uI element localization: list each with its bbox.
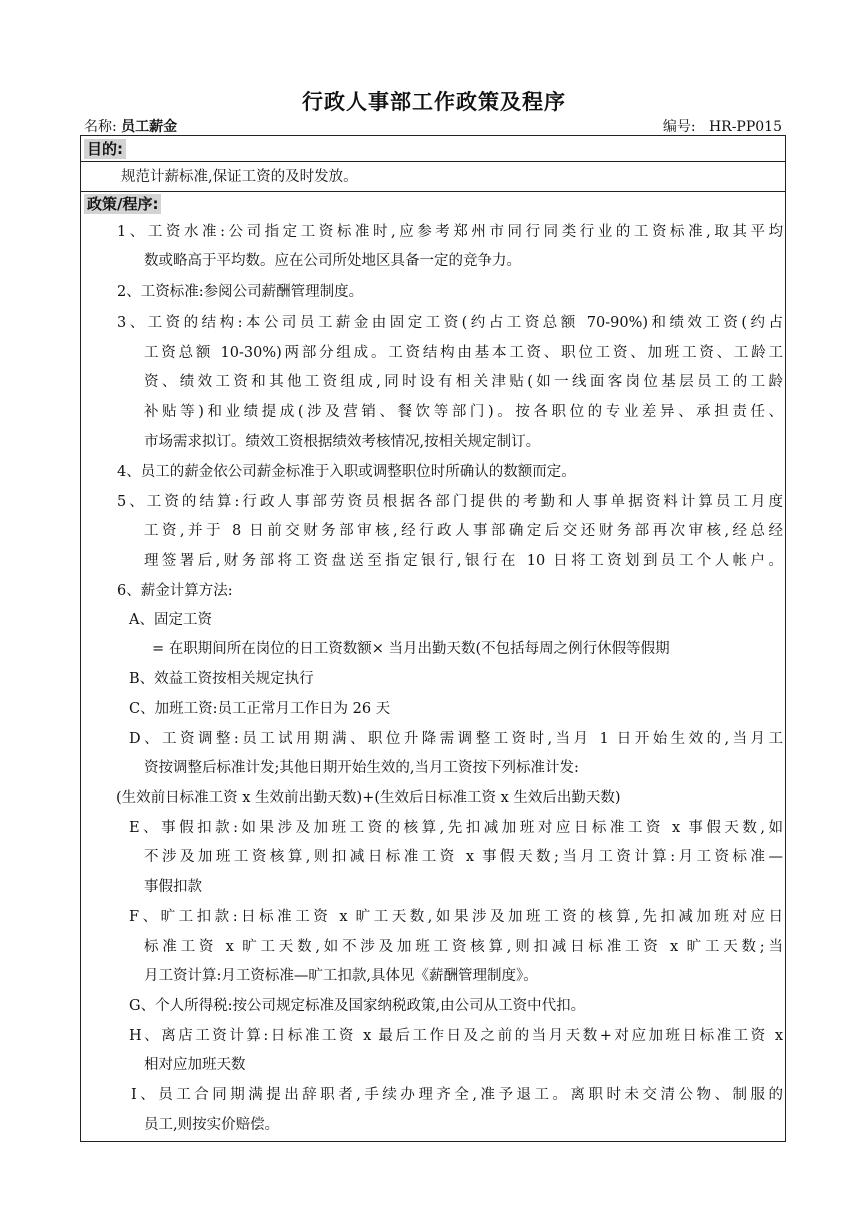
policy-table (80, 135, 786, 1142)
name-value: 员工薪金 (121, 119, 178, 135)
policy-line: 员工,则按实价赔偿。 (144, 1117, 280, 1133)
policy-line: 5、工资的结算:行政人事部劳资员根据各部门提供的考勤和人事单据资料计算员工月度 (117, 494, 783, 510)
policy-line: 数或略高于平均数。应在公司所处地区具备一定的竞争力。 (144, 253, 521, 269)
policy-line: 相对应加班天数 (144, 1057, 246, 1073)
policy-line: 事假扣款 (144, 879, 202, 895)
policy-line: 资按调整后标准计发;其他日期开始生效的,当月工资按下列标准计发: (144, 760, 579, 776)
policy-line: C、加班工资:员工正常月工作日为 26 天 (129, 701, 391, 717)
policy-label: 政策/程序: (84, 194, 161, 214)
policy-line: 标准工资 x 旷工天数,如不涉及加班工资核算,则扣减日标准工资 x 旷工天数;当 (144, 939, 783, 955)
page-title: 行政人事部工作政策及程序 (302, 90, 566, 114)
policy-line: 工资总额 10-30%)两部分组成。工资结构由基本工资、职位工资、加班工资、工龄工 (144, 345, 783, 361)
policy-line: 工资,并于 8 日前交财务部审核,经行政人事部确定后交还财务部再次审核,经总经 (144, 523, 783, 539)
policy-line: 2、工资标准:参阅公司薪酬管理制度。 (117, 284, 364, 300)
policy-line: A、固定工资 (129, 612, 212, 628)
code-label: 编号: (662, 119, 696, 135)
name-label: 名称: (84, 119, 117, 135)
policy-line: 月工资计算:月工资标准—旷工扣款,具体见《薪酬管理制度》。 (144, 968, 538, 984)
policy-line: G、个人所得税:按公司规定标准及国家纳税政策,由公司从工资中代扣。 (129, 998, 586, 1014)
purpose-label: 目的: (84, 139, 126, 159)
policy-line: (生效前日标准工资 x 生效前出勤天数)+(生效后日标准工资 x 生效后出勤天数) (116, 790, 621, 806)
policy-line: 4、员工的薪金依公司薪金标准于入职或调整职位时所确认的数额而定。 (117, 464, 576, 480)
document-name (84, 116, 177, 136)
policy-line: 补贴等)和业绩提成(涉及营销、餐饮等部门)。按各职位的专业差异、承担责任、 (144, 404, 783, 420)
policy-line: D、工资调整:员工试用期满、职位升降需调整工资时,当月 1 日开始生效的,当月工 (129, 731, 783, 747)
divider (81, 191, 785, 192)
policy-line: 不涉及加班工资核算,则扣减日标准工资 x 事假天数;当月工资计算:月工资标准— (144, 849, 783, 865)
policy-line: I、员工合同期满提出辞职者,手续办理齐全,准予退工。离职时未交清公物、制服的 (131, 1087, 783, 1103)
document-code (663, 116, 782, 136)
policy-line: B、效益工资按相关规定执行 (129, 671, 314, 687)
policy-line: 资、绩效工资和其他工资组成,同时设有相关津贴(如一线面客岗位基层员工的工龄 (144, 374, 783, 390)
policy-line: E、事假扣款:如果涉及加班工资的核算,先扣减加班对应日标准工资 x 事假天数,如 (129, 820, 783, 836)
divider (81, 161, 785, 162)
policy-line: = 在职期间所在岗位的日工资数额× 当月出勤天数(不包括每周之例行休假等假期 (152, 641, 670, 657)
policy-line: 理签署后,财务部将工资盘送至指定银行,银行在 10 日将工资划到员工个人帐户。 (144, 553, 783, 569)
policy-line: H、离店工资计算:日标准工资 x 最后工作日及之前的当月天数+对应加班日标准工资 x (129, 1028, 783, 1044)
policy-line: 3、工资的结构:本公司员工薪金由固定工资(约占工资总额 70-90%)和绩效工资(约占 (117, 315, 783, 331)
policy-line: F、旷工扣款:日标准工资 x 旷工天数,如果涉及加班工资的核算,先扣减加班对应日 (129, 909, 783, 925)
purpose-text: 规范计薪标准,保证工资的及时发放。 (121, 169, 358, 185)
code-value: HR-PP015 (708, 119, 782, 135)
policy-line: 市场需求拟订。绩效工资根据绩效考核情况,按相关规定制订。 (144, 434, 541, 450)
policy-line: 1、工资水准:公司指定工资标准时,应参考郑州市同行同类行业的工资标准,取其平均 (117, 224, 783, 240)
policy-line: 6、薪金计算方法: (117, 583, 233, 599)
